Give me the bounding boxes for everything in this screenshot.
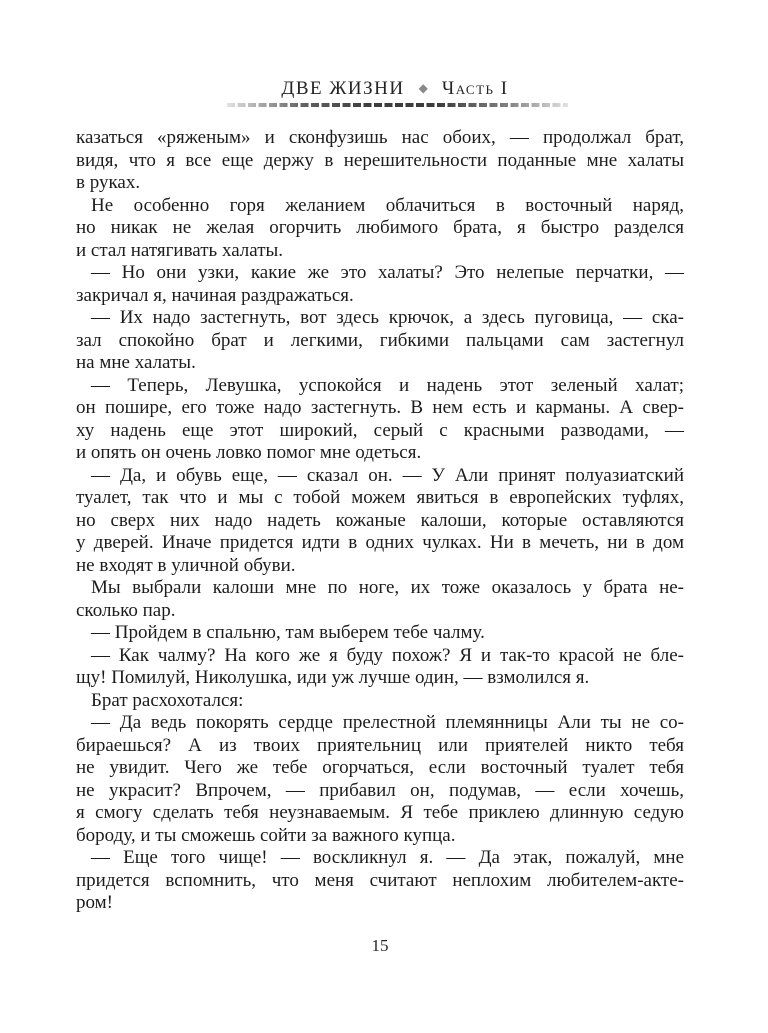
text-line: зал спокойно брат и легкими, гибкими пальцами сам застегнул bbox=[76, 329, 684, 351]
text-line: — Их надо застегнуть, вот здесь крючок, а здесь пуговица, — ска- bbox=[91, 307, 684, 328]
text-line: не украсит? Впрочем, — прибавил он, подумав, — если хочешь, bbox=[76, 779, 684, 801]
text-line: Мы выбрали калоши мне по ноге, их тоже оказалось у брата не- bbox=[91, 577, 684, 598]
text-line: — Но они узки, какие же это халаты? Это нелепые перчатки, — bbox=[91, 262, 684, 283]
diamond-icon: ◆ bbox=[418, 81, 428, 95]
text-line: закричал я, начиная раздражаться. bbox=[76, 284, 354, 306]
text-line: у дверей. Иначе придется идти в одних чулках. Ни в мечеть, ни в дом bbox=[76, 532, 684, 553]
text-line: — Теперь, Левушка, успокойся и надень этот зеленый халат; bbox=[91, 374, 684, 396]
text-line: ху надень еще этот широкий, серый с красными разводами, — bbox=[76, 419, 684, 441]
text-line: Не особенно горя желанием облачиться в восточный наряд, bbox=[91, 194, 684, 216]
text-line: — Пройдем в спальню, там выберем тебе чалму. bbox=[91, 622, 485, 643]
text-line: бираешься? А из твоих приятельниц или приятелей никто тебя bbox=[76, 734, 684, 756]
text-line: видя, что я все еще держу в нерешительности поданные мне халаты bbox=[76, 149, 684, 171]
text-line: казаться «ряженым» и сконфузишь нас обоих, — продолжал брат, bbox=[76, 127, 684, 148]
paragraph bbox=[76, 262, 684, 307]
paragraph bbox=[76, 465, 684, 578]
part-label: Часть I bbox=[441, 78, 509, 99]
paragraph bbox=[76, 195, 684, 263]
paragraph bbox=[76, 577, 684, 622]
page-number: 15 bbox=[371, 936, 389, 955]
text-line: придется вспомнить, что меня считают неплохим любителем-акте- bbox=[76, 869, 684, 891]
decorative-dashed-rule bbox=[227, 103, 568, 107]
paragraph bbox=[76, 375, 684, 465]
text-line: сколько пар. bbox=[76, 599, 176, 621]
paragraph bbox=[76, 690, 684, 713]
text-line: не входят в уличной обуви. bbox=[76, 554, 296, 576]
text-line: Брат расхохотался: bbox=[91, 689, 244, 711]
text-line: — Да ведь покорять сердце прелестной племянницы Али ты не со- bbox=[91, 712, 684, 733]
paragraph bbox=[76, 622, 684, 645]
paragraph bbox=[76, 712, 684, 847]
page-text-block bbox=[76, 127, 684, 915]
text-line: бороду, и ты сможешь сойти за важного купца. bbox=[76, 824, 456, 846]
paragraph bbox=[76, 645, 684, 690]
text-line: не увидит. Чего же тебе огорчаться, если восточный туалет тебя bbox=[76, 757, 684, 778]
paragraph bbox=[76, 847, 684, 915]
book-title: ДВЕ ЖИЗНИ bbox=[281, 78, 405, 99]
text-line: и опять он очень ловко помог мне одеться. bbox=[76, 442, 422, 463]
text-line: — Да, и обувь еще, — сказал он. — У Али принят полуазиатский bbox=[91, 464, 684, 486]
text-line: но сверх них надо надеть кожаные калоши, которые оставляются bbox=[76, 509, 684, 531]
text-line: и стал натягивать халаты. bbox=[76, 239, 284, 261]
running-header bbox=[91, 78, 699, 100]
text-line: туалет, так что и мы с тобой можем явиться в европейских туфлях, bbox=[76, 487, 684, 508]
text-line: — Еще того чище! — воскликнул я. — Да этак, пожалуй, мне bbox=[91, 847, 684, 868]
text-line: но никак не желая огорчить любимого брата, я быстро разделся bbox=[76, 217, 684, 238]
paragraph bbox=[76, 127, 684, 195]
text-line: я смогу сделать тебя неузнаваемым. Я тебе приклею длинную седую bbox=[76, 802, 684, 823]
text-line: в руках. bbox=[76, 172, 141, 193]
text-line: щу! Помилуй, Николушка, иди уж лучше один, — взмолился я. bbox=[76, 667, 590, 688]
text-line: — Как чалму? На кого же я буду похож? Я и так-то красой не бле- bbox=[91, 644, 684, 666]
text-line: ром! bbox=[76, 892, 113, 913]
text-line: на мне халаты. bbox=[76, 352, 196, 373]
text-line: он пошире, его тоже надо застегнуть. В нем есть и карманы. А свер- bbox=[76, 397, 684, 418]
paragraph bbox=[76, 307, 684, 375]
